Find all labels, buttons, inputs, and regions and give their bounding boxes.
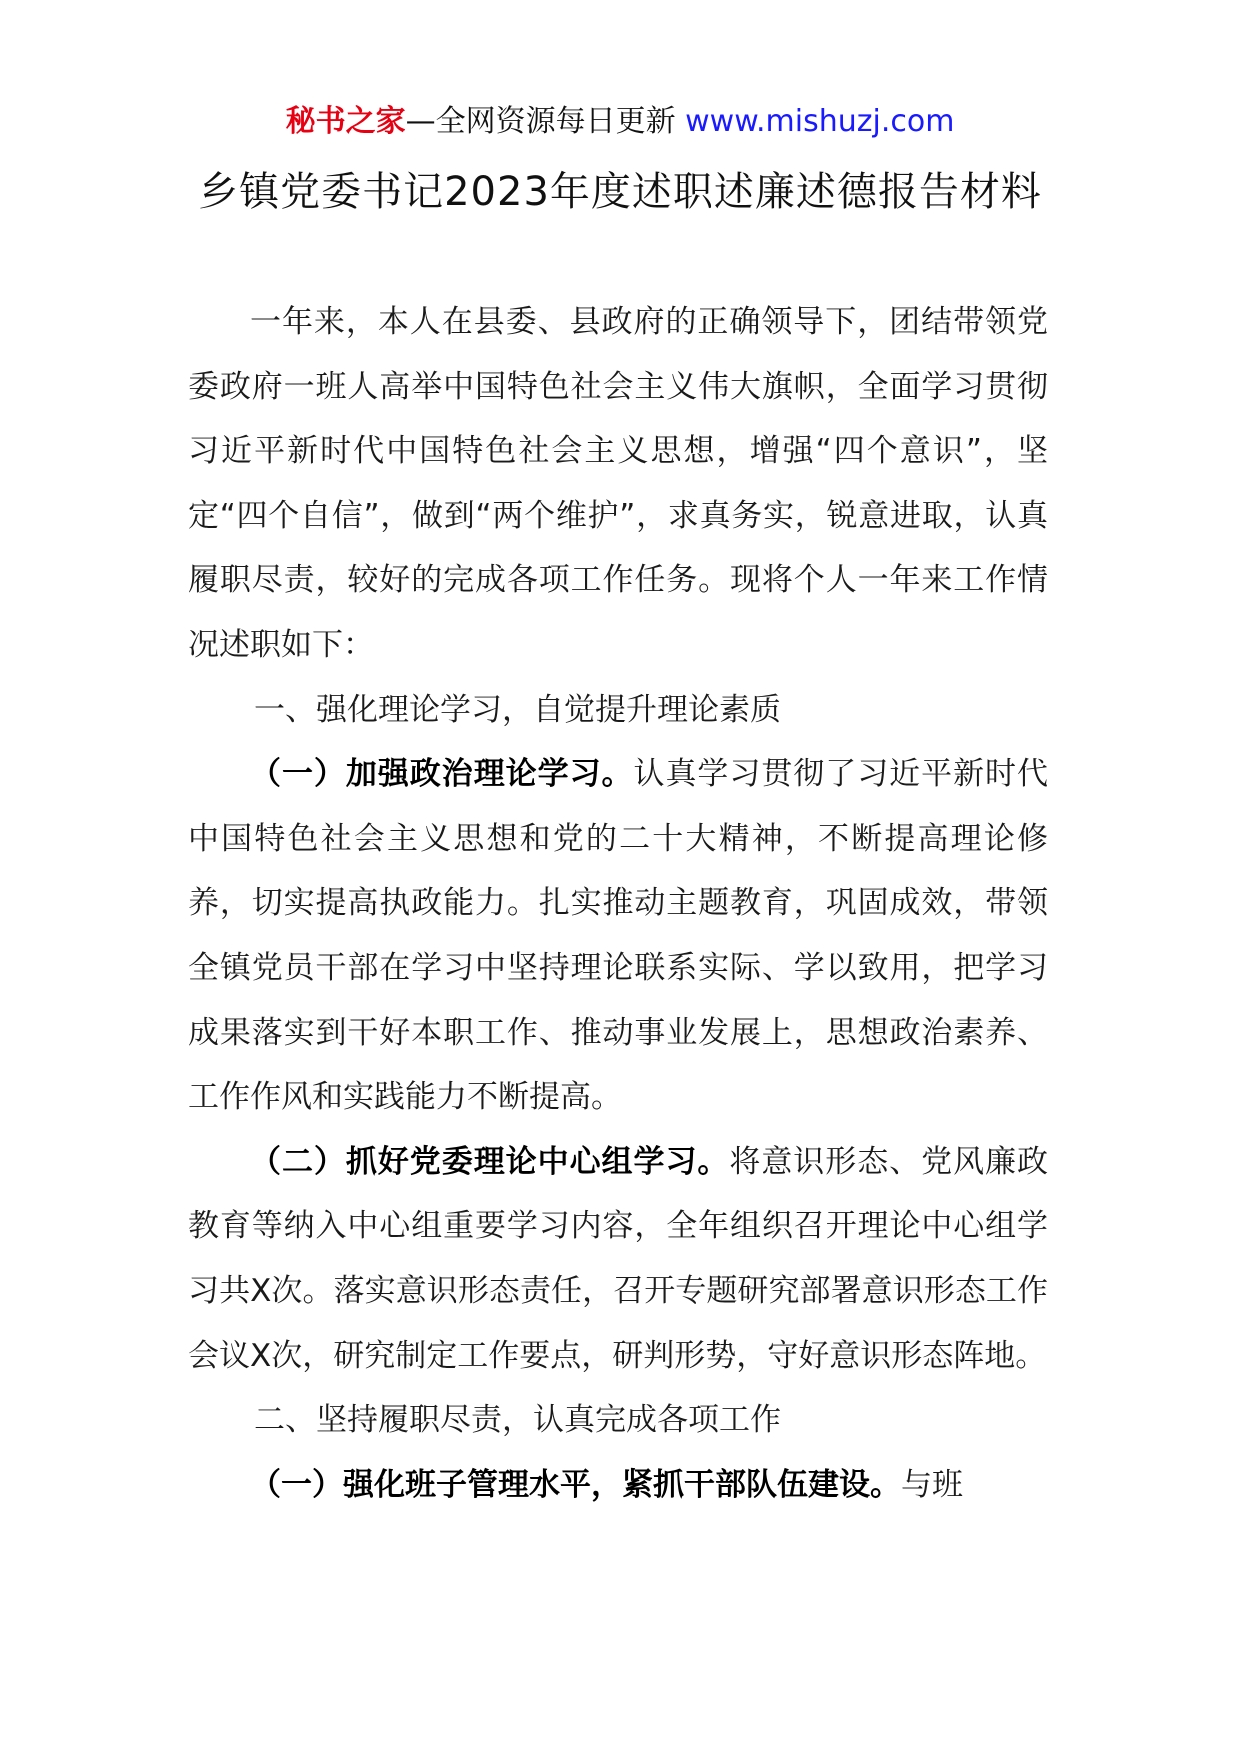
paragraph-2-1-lead: （一）强化班子管理水平，紧抓干部队伍建设。 (250, 1466, 901, 1503)
document-title: 乡镇党委书记2023年度述职述廉述德报告材料 (198, 169, 1042, 215)
paragraph-1-1-lead: （一）加强政治理论学习。 (250, 756, 634, 793)
paragraph-1-1 (188, 742, 1048, 1130)
intro-paragraph: 一年来，本人在县委、县政府的正确领导下，团结带领党委政府一班人高举中国特色社会主义伟大旗帜，全面学习贯彻习近平新时代中国特色社会主义思想，增强“四个意识”，坚定“四个自信”，做到“两个维护”，求真务实，锐意进取，认真履职尽责，较好的完成各项工作任务。现将个人一年来工作情况述职如下： (188, 304, 1048, 663)
paragraph-1-2 (188, 1130, 1048, 1388)
document-body (188, 290, 1048, 1517)
paragraph-2-1 (188, 1453, 1048, 1518)
site-header (0, 100, 1240, 144)
brand-name: 秘书之家 (285, 104, 406, 139)
section-heading-1: 一、强化理论学习，自觉提升理论素质 (254, 691, 781, 728)
header-tagline: —全网资源每日更新 (405, 104, 686, 139)
paragraph-2-1-text: 与班 (901, 1466, 963, 1503)
section-heading-2: 二、坚持履职尽责，认真完成各项工作 (254, 1402, 781, 1439)
paragraph-1-2-text: 将意识形态、党风廉政教育等纳入中心组重要学习内容，全年组织召开理论中心组学习共X次。落实意识形态责任，召开专题研究部署意识形态工作会议X次，研究制定工作要点，研判形势，守好意识形态阵地。 (188, 1143, 1048, 1374)
paragraph-1-1-text: 认真学习贯彻了习近平新时代中国特色社会主义思想和党的二十大精神，不断提高理论修养，切实提高执政能力。扎实推动主题教育，巩固成效，带领全镇党员干部在学习中坚持理论联系实际、学以致用，把学习成果落实到干好本职工作、推动事业发展上，思想政治素养、工作作风和实践能力不断提高。 (188, 756, 1048, 1116)
site-url[interactable]: www.mishuzj.com (685, 104, 955, 139)
paragraph-1-2-lead: （二）抓好党委理论中心组学习。 (250, 1143, 730, 1180)
